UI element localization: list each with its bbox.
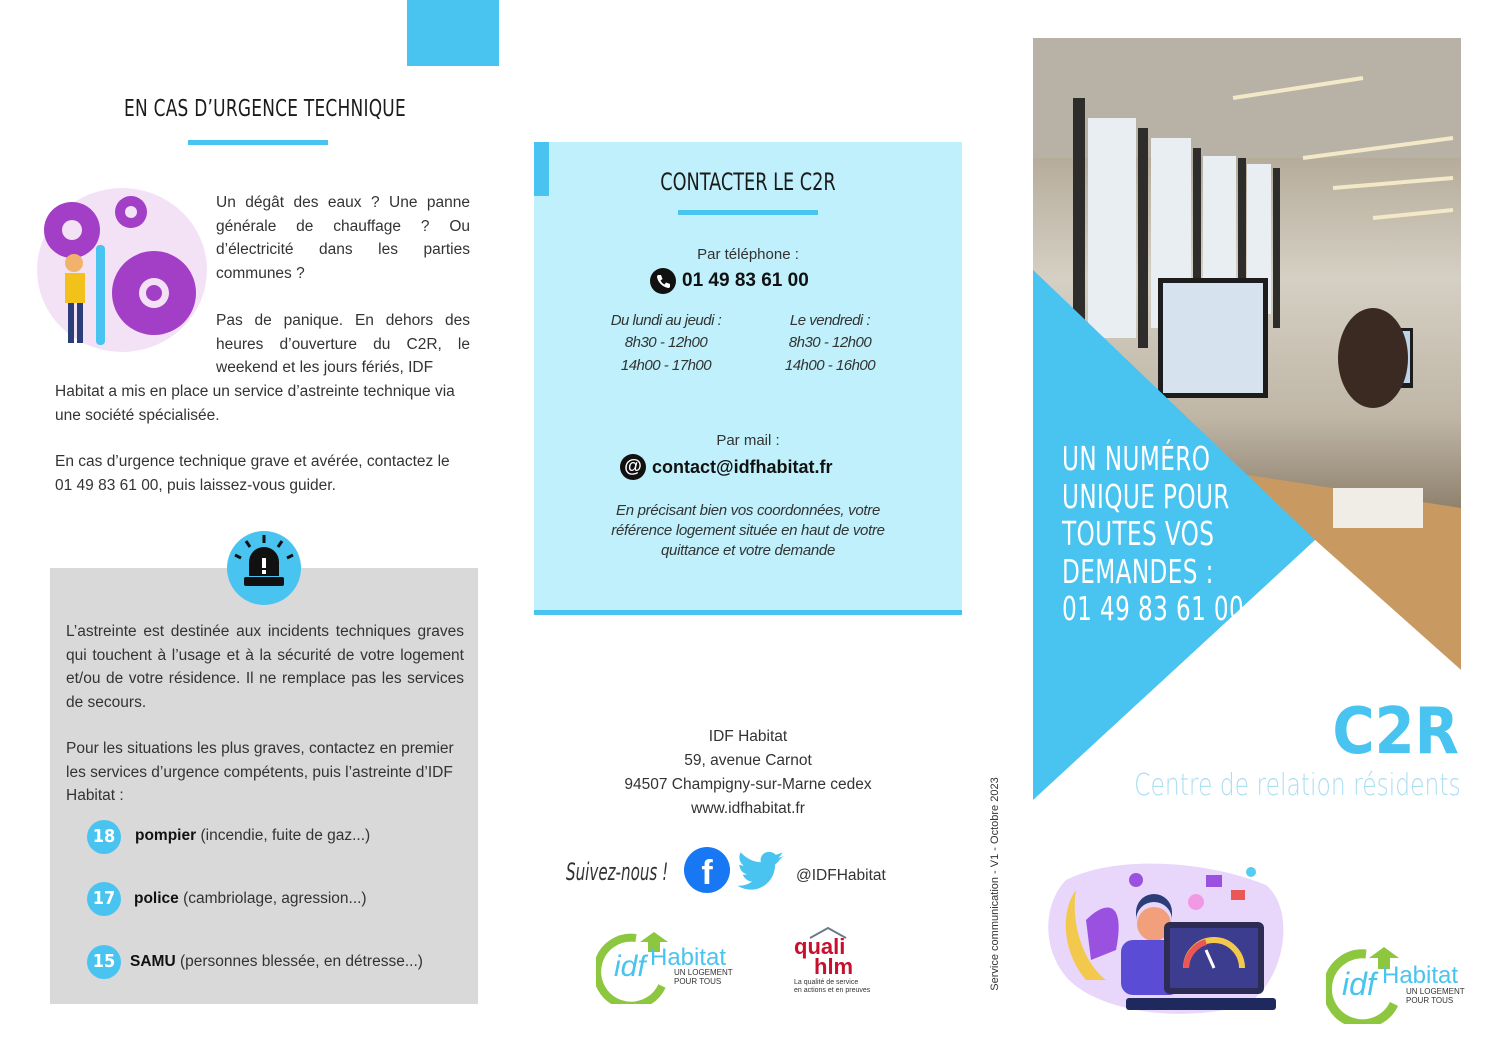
vertical-credit: Service communication - V1 - Octobre 2023 — [989, 777, 1001, 991]
idf-prefix: idf — [1342, 966, 1376, 1002]
quali-hlm-logo — [794, 926, 884, 998]
on-call-text-2: Pour les situations les plus graves, contactez en premier les services d’urgence compétents, puis l’astreinte d’IDF Habitat : — [66, 740, 454, 804]
idf-tagline-2: POUR TOUS — [674, 977, 722, 986]
phone-label: Par téléphone : — [697, 246, 799, 263]
urgency-paragraph-2b: Habitat a mis en place un service d’astreinte technique via une société spécialisée. — [55, 383, 455, 424]
contact-heading-underline — [678, 210, 818, 215]
emergency-number-badge: 15 — [87, 945, 121, 979]
urgency-paragraph-2a: Pas de panique. En dehors des heures d’ouverture du C2R, le weekend et les jours fériés, IDF — [216, 312, 470, 376]
website-link[interactable]: www.idfhabitat.fr — [691, 800, 805, 817]
hours-friday-afternoon: 14h00 - 16h00 — [784, 357, 876, 374]
hours-friday-title: Le vendredi : — [789, 312, 871, 329]
emergency-name: police — [134, 890, 179, 907]
phone-icon — [650, 268, 676, 294]
emergency-item-police — [87, 882, 467, 918]
heading-underline — [188, 140, 328, 145]
cover-tagline-line: UN NUMÉRO — [1062, 439, 1211, 478]
idf-word: Habitat — [650, 944, 727, 971]
urgency-paragraph-3: En cas d’urgence technique grave et avérée, contactez le 01 49 83 61 00, puis laissez-vous guider. — [55, 453, 450, 494]
mail-note: En précisant bien vos coordonnées, votre référence logement située en haut de votre quittance et votre demande — [611, 502, 885, 559]
contact-heading: CONTACTER LE C2R — [660, 168, 836, 196]
facebook-icon[interactable]: f — [684, 847, 730, 893]
address-city: 94507 Champigny-sur-Marne cedex — [624, 776, 872, 793]
cover-tagline-line: TOUTES VOS — [1062, 514, 1215, 553]
urgency-intro-text: Un dégât des eaux ? Une panne générale de chauffage ? Ou d’électricité dans les parties communes ? — [216, 194, 470, 282]
emergency-label — [130, 953, 423, 971]
cover-subtitle: Centre de relation résidents — [1134, 768, 1461, 803]
emergency-detail: (incendie, fuite de gaz...) — [196, 827, 371, 844]
phone-number[interactable]: 01 49 83 61 00 — [682, 270, 809, 291]
quali-word: quali — [794, 934, 846, 959]
address-street: 59, avenue Carnot — [684, 752, 812, 769]
contact-box-side-accent — [534, 142, 549, 196]
hours-mon-thu-title: Du lundi au jeudi : — [610, 312, 722, 329]
hours-mon-thu-morning: 8h30 - 12h00 — [624, 334, 708, 351]
follow-us-text: Suivez-nous ! — [566, 858, 669, 886]
cover-title: C2R — [1332, 695, 1459, 769]
emergency-item-samu — [87, 945, 467, 981]
idf-tagline-2: POUR TOUS — [1406, 996, 1454, 1005]
mail-row — [620, 454, 880, 482]
mail-label: Par mail : — [716, 432, 780, 449]
quali-tagline-1: La qualité de service — [794, 979, 859, 986]
top-accent-block — [407, 0, 499, 66]
idf-habitat-logo — [596, 928, 742, 1004]
mail-address[interactable]: contact@idfhabitat.fr — [652, 457, 833, 477]
emergency-label — [134, 890, 367, 908]
idf-tagline-1: UN LOGEMENT — [674, 968, 733, 977]
quali-tagline-2: en actions et en preuves — [794, 987, 871, 994]
cover-tagline — [1062, 440, 1244, 628]
emergency-number-badge: 18 — [87, 820, 121, 854]
emergency-detail: (cambriolage, agression...) — [178, 890, 367, 907]
emergency-detail: (personnes blessée, en détresse...) — [175, 953, 423, 970]
hours-mon-thu-afternoon: 14h00 - 17h00 — [620, 357, 712, 374]
social-handle[interactable]: @IDFHabitat — [796, 867, 886, 884]
hlm-word: hlm — [814, 954, 854, 979]
technician-gears-illustration — [34, 185, 209, 355]
cover-tagline-line: DEMANDES : — [1062, 551, 1214, 591]
idf-prefix: idf — [614, 950, 646, 983]
on-call-text-1: L’astreinte est destinée aux incidents techniques graves qui touchent à l’usage et à la sécurité de votre logement et/ou de votre résidence. Il ne remplace pas les services de secours. — [66, 623, 464, 711]
idf-habitat-logo-cover — [1326, 944, 1468, 1024]
at-sign-icon: @ — [620, 454, 646, 480]
emergency-name: SAMU — [130, 953, 176, 970]
idf-word: Habitat — [1382, 962, 1459, 989]
urgency-heading: EN CAS D’URGENCE TECHNIQUE — [124, 96, 406, 122]
phone-row — [650, 268, 850, 296]
emergency-item-firefighters — [87, 820, 467, 856]
idf-tagline-1: UN LOGEMENT — [1406, 987, 1465, 996]
emergency-name: pompier — [135, 827, 197, 844]
contact-box-bottom-bar — [534, 610, 962, 615]
address-name: IDF Habitat — [708, 728, 788, 745]
agent-dashboard-illustration — [1046, 860, 1292, 1016]
cover-tagline-line: UNIQUE POUR — [1062, 476, 1230, 516]
alarm-light-icon — [226, 530, 302, 606]
hours-friday-morning: 8h30 - 12h00 — [788, 334, 872, 351]
emergency-number-badge: 17 — [87, 882, 121, 916]
emergency-label — [135, 827, 370, 845]
cover-phone-number: 01 49 83 61 00 — [1062, 589, 1245, 628]
address-block — [534, 725, 962, 821]
twitter-icon[interactable] — [738, 850, 786, 890]
